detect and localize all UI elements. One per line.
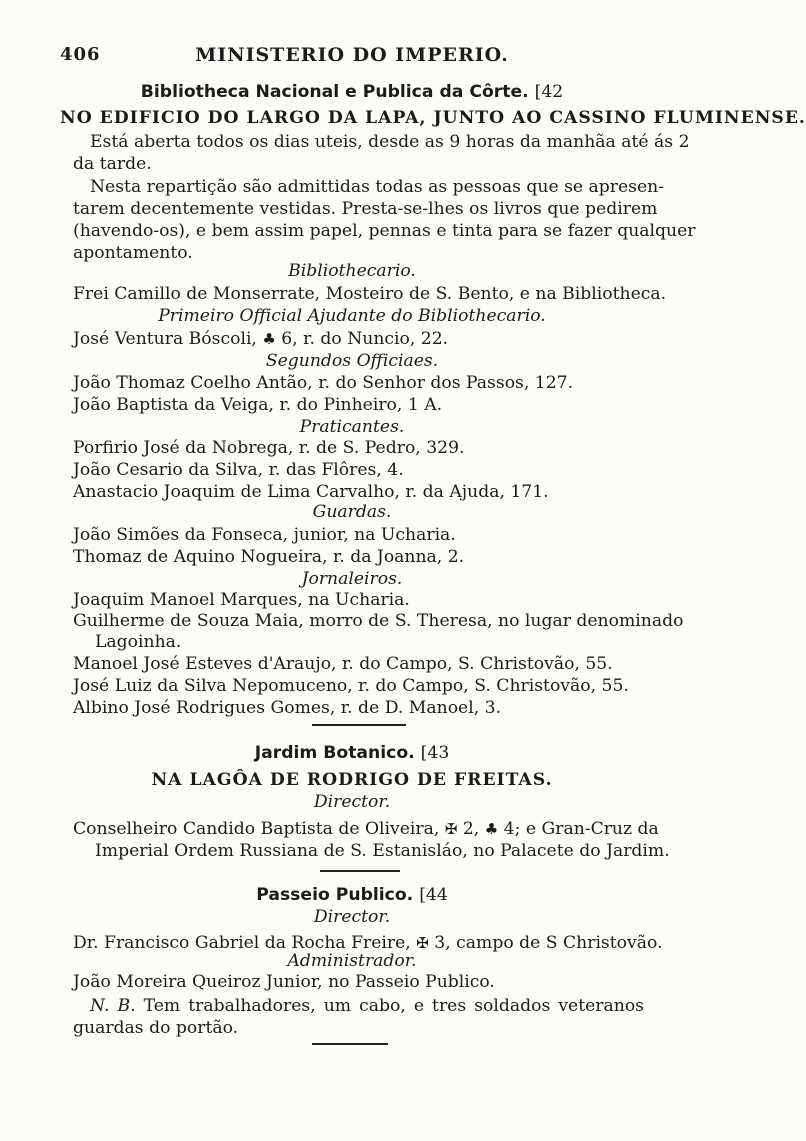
section-heading-bibliotheca (60, 81, 644, 103)
entry-line: Frei Camillo de Monserrate, Mosteiro de S. Bento, e na Bibliotheca. (73, 284, 667, 304)
entry-text: 6, r. do Nuncio, 22. (281, 329, 449, 349)
note-text: Tem trabalhadores, um cabo, e tres soldados veteranos (143, 996, 644, 1016)
role-heading: Praticantes. (299, 417, 405, 437)
entry-line: Joaquim Manoel Marques, na Ucharia. (73, 590, 410, 610)
page-number: 406 (60, 44, 101, 65)
entry-line: João Cesario da Silva, r. das Flôres, 4. (73, 460, 404, 480)
entry-text: José Ventura Bóscoli, (73, 329, 257, 349)
paragraph-line: tarem decentemente vestidas. Presta-se-lhes os livros que pedirem (73, 199, 658, 219)
section-divider (312, 724, 406, 726)
role-heading: Bibliothecario. (288, 261, 416, 281)
note-line: guardas do portão. (73, 1018, 239, 1038)
paragraph-line: da tarde. (73, 154, 152, 174)
entry-line: João Moreira Queiroz Junior, no Passeio Publico. (73, 972, 495, 992)
entry-line: Manoel José Esteves d'Araujo, r. do Campo, S. Christovão, 55. (73, 654, 613, 674)
entry-line: Imperial Ordem Russiana de S. Estanisláo, no Palacete do Jardim. (95, 841, 670, 861)
entry-line: José Luiz da Silva Nepomuceno, r. do Campo, S. Christovão, 55. (73, 676, 629, 696)
entry-text: Dr. Francisco Gabriel da Rocha Freire, (73, 933, 411, 953)
cross-insignia-icon: ✠ (416, 934, 429, 952)
cross-insignia-icon: ✠ (444, 820, 458, 838)
role-heading: Segundos Officiaes. (265, 351, 439, 371)
address-jardim: NA LAGÔA DE RODRIGO DE FREITAS. (151, 770, 553, 790)
address-bibliotheca: NO EDIFICIO DO LARGO DA LAPA, JUNTO AO CASSINO FLUMINENSE. (60, 108, 806, 128)
entry-line: João Baptista da Veiga, r. do Pinheiro, 1 A. (73, 395, 443, 415)
entry-line: Guilherme de Souza Maia, morro de S. Theresa, no lugar denominado (73, 611, 684, 631)
paragraph-line: apontamento. (73, 243, 193, 263)
heading-text: Jardim Botanico. (254, 743, 415, 763)
role-heading: Director. (313, 792, 391, 812)
entry-line: Albino José Rodrigues Gomes, r. de D. Manoel, 3. (73, 698, 502, 718)
entry-line (73, 818, 659, 840)
role-heading: Director. (313, 907, 391, 927)
order-insignia-icon: ♣ (262, 330, 276, 348)
order-insignia-icon: ♣ (484, 820, 499, 838)
heading-number: [44 (419, 885, 448, 905)
role-heading: Guardas. (312, 502, 392, 522)
role-heading: Primeiro Official Ajudante do Bibliothecario. (158, 306, 546, 326)
note-line (90, 995, 644, 1017)
entry-line: Anastacio Joaquim de Lima Carvalho, r. da Ajuda, 171. (73, 482, 549, 502)
role-heading: Administrador. (287, 951, 417, 971)
section-divider (320, 870, 400, 872)
section-heading-passeio (60, 884, 644, 906)
heading-text: Passeio Publico. (256, 885, 414, 905)
entry-line: João Thomaz Coelho Antão, r. do Senhor dos Passos, 127. (73, 373, 574, 393)
entry-text: 2, (462, 819, 480, 839)
entry-text: Conselheiro Candido Baptista de Oliveira, (73, 819, 440, 839)
heading-number: [42 (534, 82, 564, 102)
running-head (60, 44, 644, 68)
paragraph-line: (havendo-os), e bem assim papel, pennas e tinta para se fazer qualquer (73, 221, 696, 241)
entry-line: João Simões da Fonseca, junior, na Ucharia. (73, 525, 456, 545)
note-label: N. B. (90, 996, 136, 1016)
section-heading-jardim (60, 742, 644, 764)
entry-line: Thomaz de Aquino Nogueira, r. da Joanna, 2. (73, 547, 465, 567)
paragraph-line: Nesta repartição são admittidas todas as pessoas que se apresen- (90, 177, 665, 197)
heading-number: [43 (420, 743, 450, 763)
role-heading: Jornaleiros. (301, 569, 403, 589)
entry-line (73, 328, 448, 350)
heading-text: Bibliotheca Nacional e Publica da Côrte. (140, 82, 529, 102)
entry-line: Porfirio José da Nobrega, r. de S. Pedro, 329. (73, 438, 465, 458)
entry-line: Lagoinha. (95, 632, 182, 652)
entry-text: 3, campo de S Christovão. (434, 933, 663, 953)
paragraph-line: Está aberta todos os dias uteis, desde as 9 horas da manhãa até ás 2 (90, 132, 690, 152)
section-divider (312, 1043, 388, 1045)
entry-text: 4; e Gran-Cruz da (503, 819, 659, 839)
running-head-title: MINISTERIO DO IMPERIO. (195, 44, 509, 66)
